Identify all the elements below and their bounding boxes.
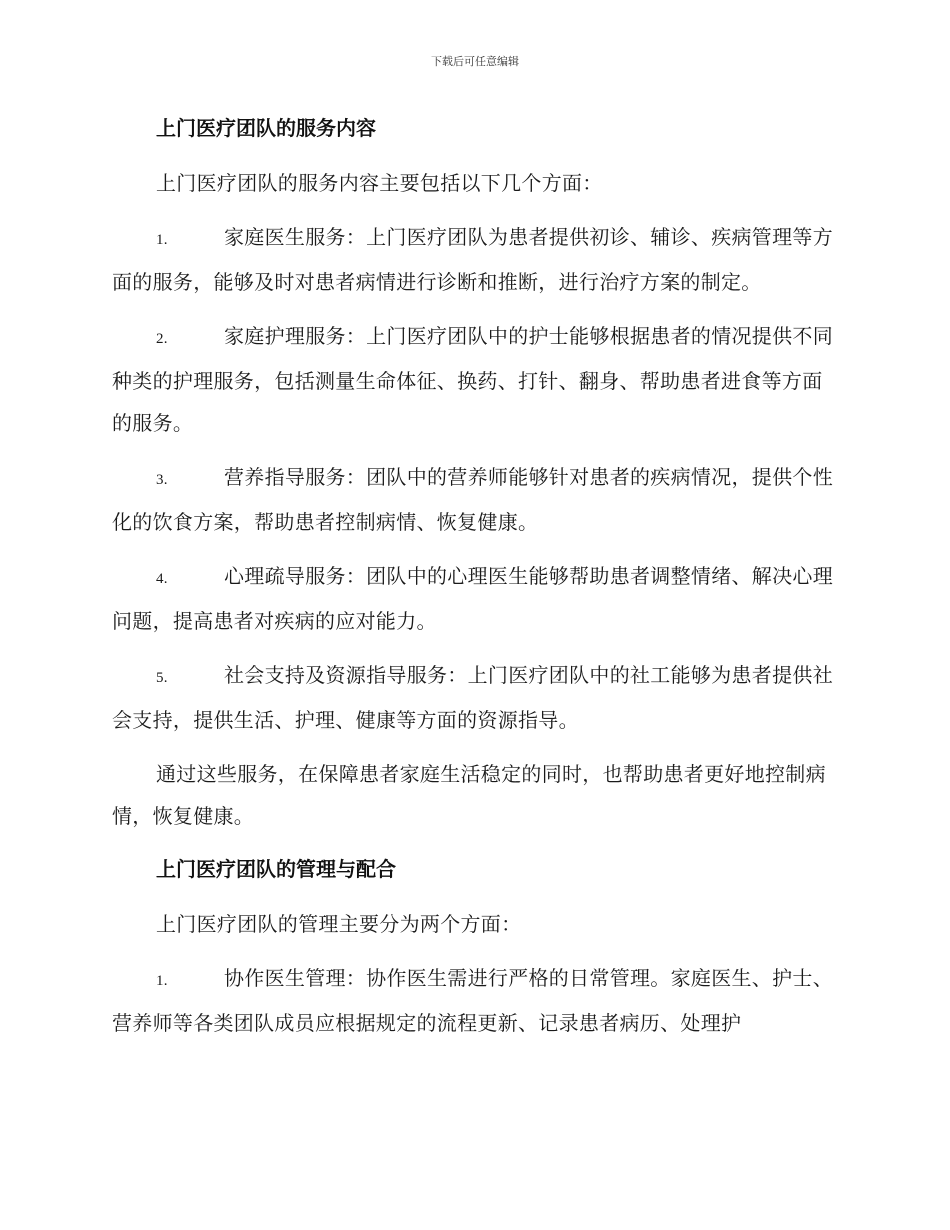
list-item (112, 456, 836, 543)
list-item-number: 4. (156, 571, 168, 587)
section2-intro: 上门医疗团队的管理主要分为两个方面： (156, 912, 522, 936)
section1-conclusion: 通过这些服务，在保障患者家庭生活稳定的同时，也帮助患者更好地控制病情，恢复健康。 (112, 762, 826, 828)
list-item (112, 555, 836, 642)
list-item-number: 3. (156, 472, 168, 488)
header-note: 下载后可任意编辑 (431, 55, 519, 68)
list-item-text: 社会支持及资源指导服务：上门医疗团队中的社工能够为患者提供社会支持，提供生活、护理、健康等方面的资源指导。 (112, 663, 833, 732)
section1-heading: 上门医疗团队的服务内容 (156, 116, 376, 140)
list-item-number: 1. (156, 973, 168, 989)
list-item-text: 家庭医生服务：上门医疗团队为患者提供初诊、辅诊、疾病管理等方面的服务，能够及时对患者病情进行诊断和推断，进行治疗方案的制定。 (112, 225, 833, 294)
list-item-number: 1. (156, 232, 168, 248)
list-item (112, 654, 836, 741)
section1-intro: 上门医疗团队的服务内容主要包括以下几个方面： (156, 171, 603, 195)
list-item-number: 2. (156, 331, 168, 347)
list-item-text: 家庭护理服务：上门医疗团队中的护士能够根据患者的情况提供不同种类的护理服务，包括测量生命体征、换药、打针、翻身、帮助患者进食等方面的服务。 (112, 324, 833, 435)
section2-heading: 上门医疗团队的管理与配合 (156, 857, 396, 881)
list-item (112, 216, 836, 303)
list-item-text: 营养指导服务：团队中的营养师能够针对患者的疾病情况，提供个性化的饮食方案，帮助患者控制病情、恢复健康。 (112, 465, 833, 534)
list-item (112, 315, 836, 444)
list-item-number: 5. (156, 670, 168, 686)
document-body (112, 108, 836, 1056)
list-item-text: 协作医生管理：协作医生需进行严格的日常管理。家庭医生、护士、营养师等各类团队成员应根据规定的流程更新、记录患者病历、处理护 (112, 966, 833, 1035)
list-item (112, 957, 836, 1044)
list-item-text: 心理疏导服务：团队中的心理医生能够帮助患者调整情绪、解决心理问题，提高患者对疾病的应对能力。 (112, 564, 833, 633)
